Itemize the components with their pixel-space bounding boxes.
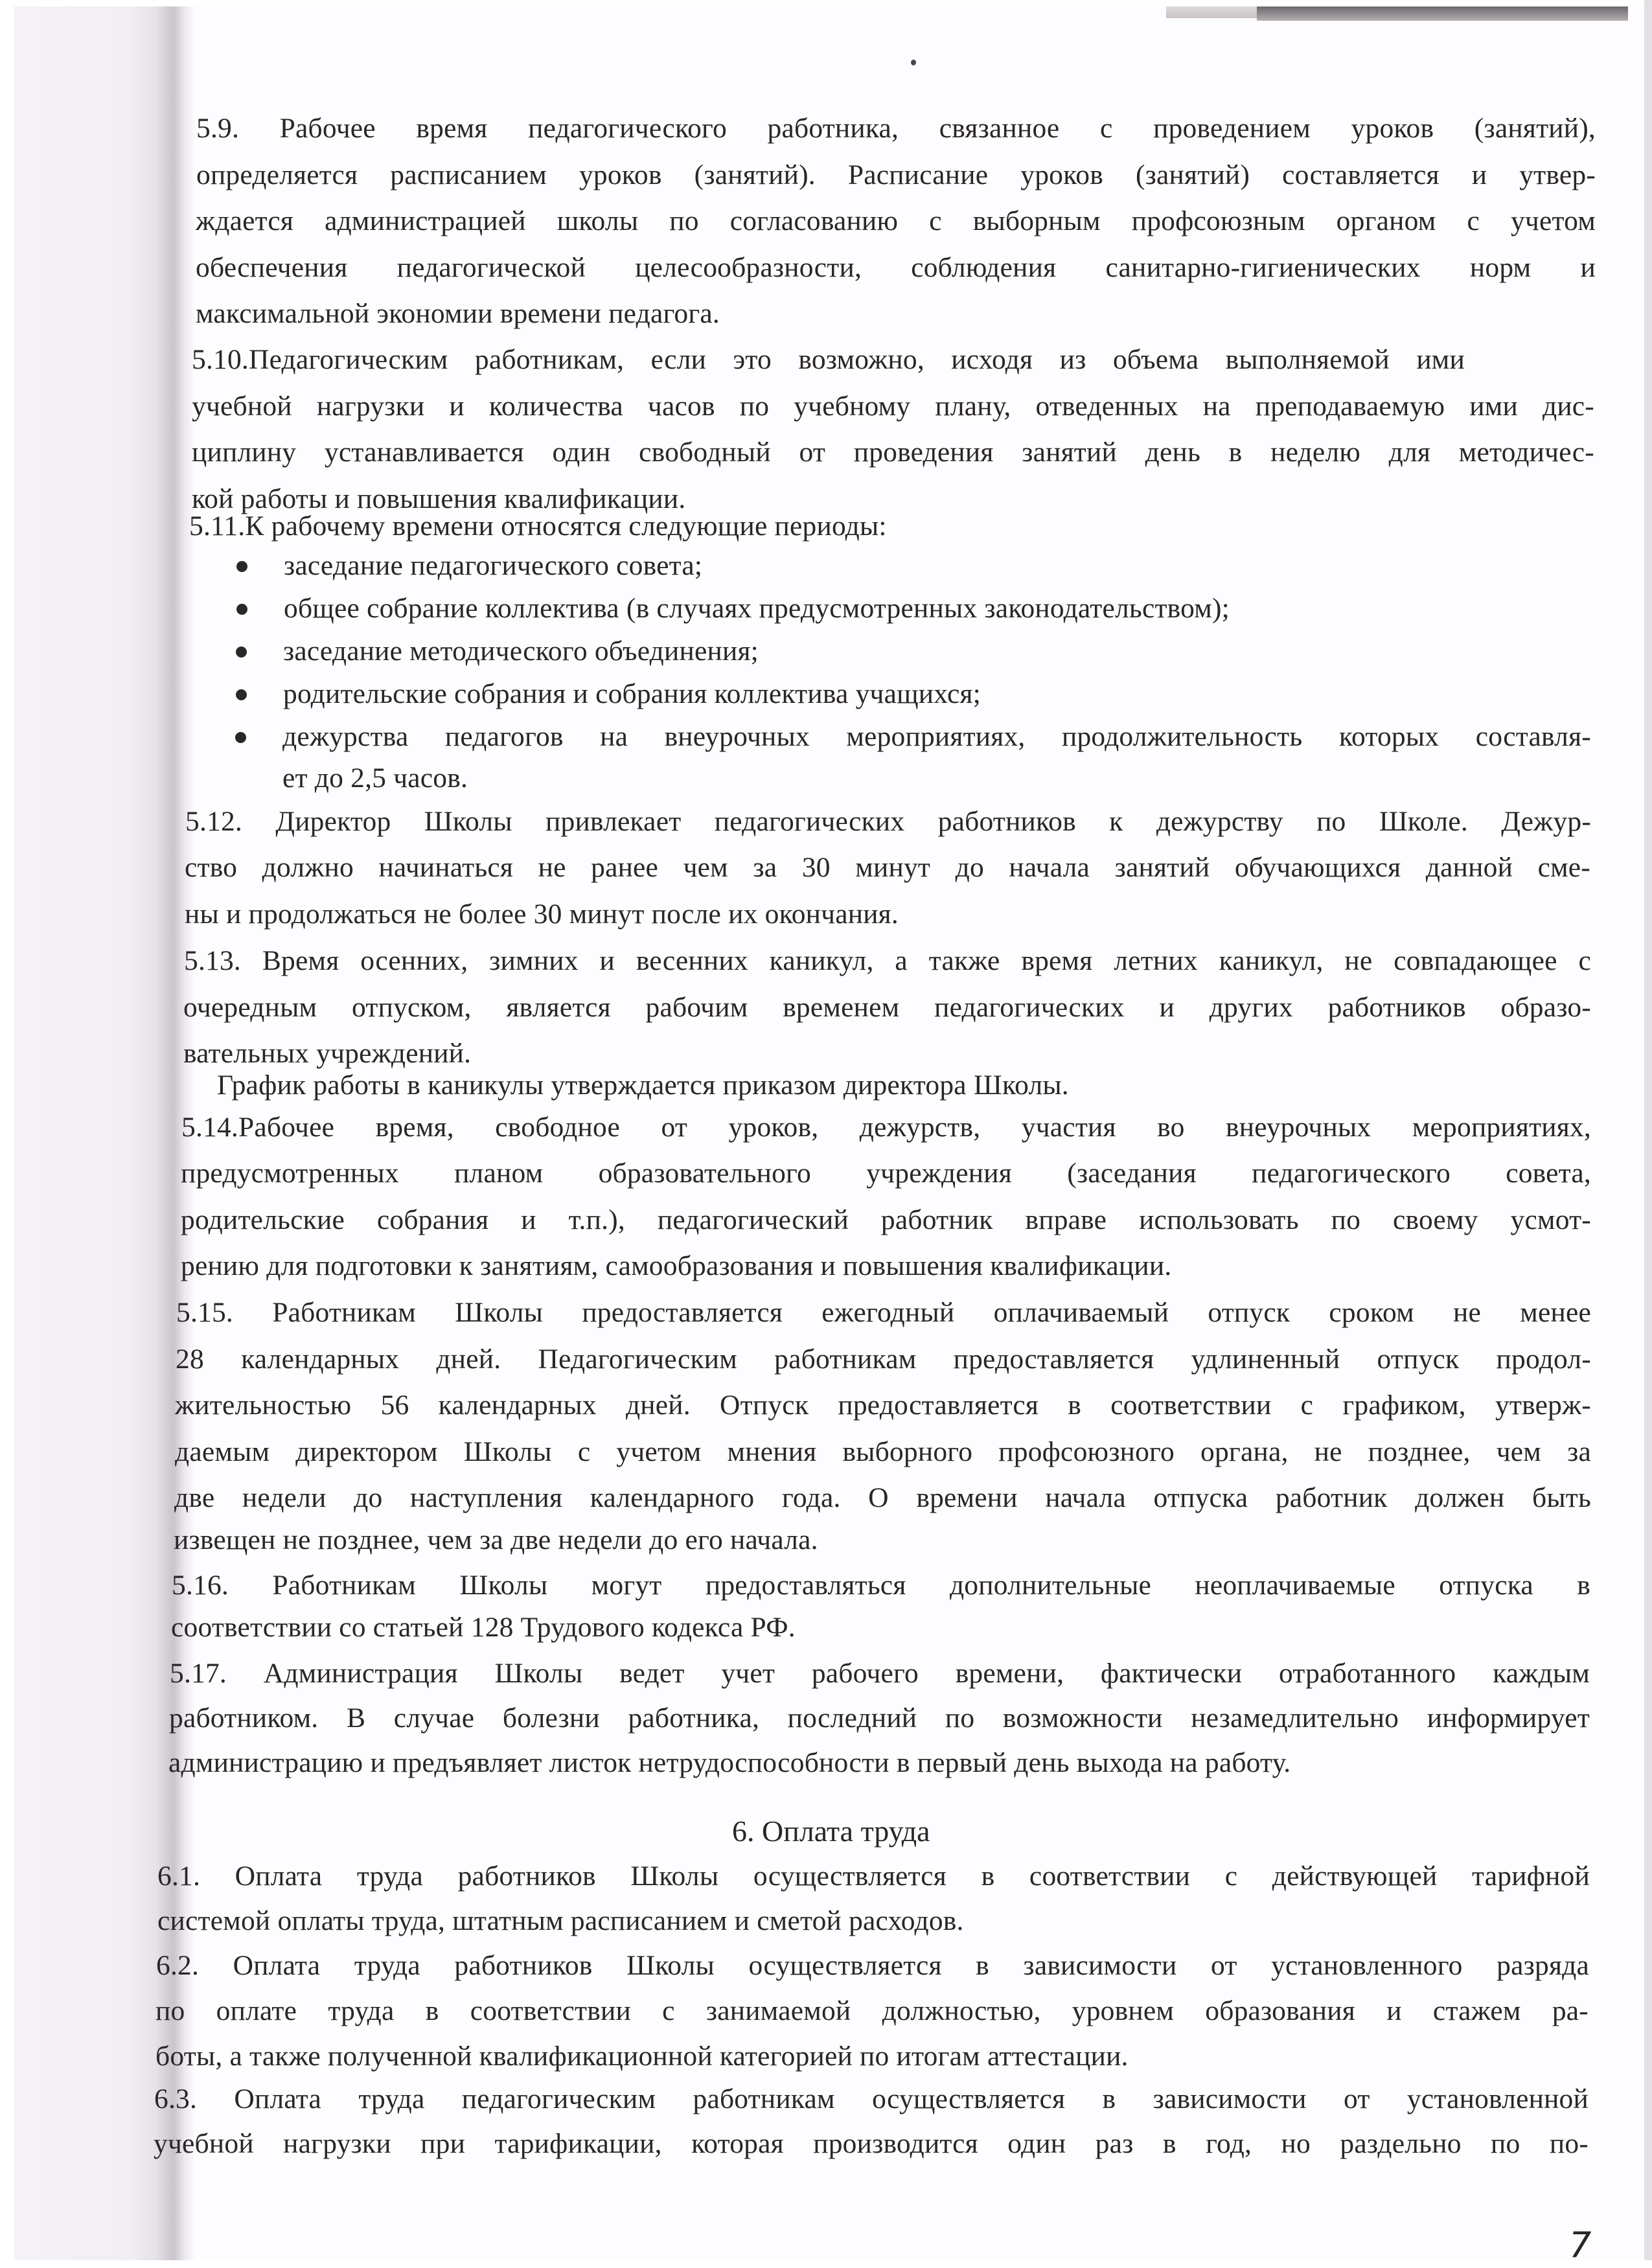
text-line: 6.3. Оплата труда педагогическим работникам осуществляется в зависимости от установленной — [154, 2083, 1589, 2114]
bullet-icon — [236, 647, 247, 658]
text-line: максимальной экономии времени педагога. — [196, 298, 720, 329]
text-line: родительские собрания и т.п.), педагогический работник вправе использовать по своему усмот- — [181, 1204, 1591, 1235]
text-line: определяется расписанием уроков (занятий). Расписание уроков (занятий) составляется и утвер- — [196, 159, 1596, 190]
page-number: 7 — [1569, 2225, 1592, 2265]
section-heading: 6. Оплата труда — [732, 1815, 930, 1848]
text-line: 5.10.Педагогическим работникам, если это возможно, исходя из объема выполняемой ими — [192, 344, 1465, 375]
text-line: 6.1. Оплата труда работников Школы осуществляется в соответствии с действующей тарифной — [157, 1861, 1590, 1892]
text-line: ны и продолжаться не более 30 минут после их окончания. — [185, 899, 899, 930]
list-item: дежурства педагогов на внеурочных мероприятиях, продолжительность которых составля- — [282, 721, 1591, 752]
list-item: заседание методического объединения; — [283, 636, 759, 667]
text-line: ство должно начинаться не ранее чем за 30 минут до начала занятий обучающихся данной сме- — [185, 852, 1590, 883]
text-line: 28 календарных дней. Педагогическим работникам предоставляется удлиненный отпуск продол- — [176, 1344, 1591, 1375]
bullet-icon — [236, 604, 247, 615]
bullet-icon — [235, 732, 246, 743]
text-line: соответствии со статьей 128 Трудового кодекса РФ. — [171, 1612, 796, 1643]
text-line: даемым директором Школы с учетом мнения выборного профсоюзного органа, не позднее, чем за — [175, 1436, 1591, 1467]
list-item: родительские собрания и собрания коллектива учащихся; — [283, 678, 981, 709]
text-line: администрацию и предъявляет листок нетрудоспособности в первый день выхода на работу. — [168, 1747, 1291, 1778]
speck-mark — [911, 60, 916, 65]
text-line: График работы в каникулы утверждается приказом директора Школы. — [217, 1070, 1069, 1101]
text-line: кой работы и повышения квалификации. — [192, 483, 686, 514]
bullet-icon — [236, 561, 247, 572]
text-line: 5.12. Директор Школы привлекает педагогических работников к дежурству по Школе. Дежур- — [185, 806, 1591, 837]
text-line: вательных учреждений. — [183, 1038, 472, 1069]
text-line: по оплате труда в соответствии с занимаемой должностью, уровнем образования и стажем ра- — [155, 1995, 1589, 2026]
text-line: жительностью 56 календарных дней. Отпуск предоставляется в соответствии с графиком, утверж- — [175, 1390, 1591, 1421]
list-item: заседание педагогического совета; — [284, 550, 703, 581]
text-line: очередным отпуском, является рабочим временем педагогических и других работников образо- — [183, 992, 1591, 1023]
text-line: 5.11.К рабочему времени относятся следующие периоды: — [189, 510, 887, 542]
text-line: 6.2. Оплата труда работников Школы осуществляется в зависимости от установленного разряда — [156, 1950, 1589, 1981]
text-line: предусмотренных планом образовательного учреждения (заседания педагогического совета, — [181, 1158, 1591, 1189]
text-line: учебной нагрузки при тарификации, которая производится один раз в год, но раздельно по по- — [154, 2128, 1589, 2159]
bullet-icon — [236, 689, 247, 700]
text-line: извещен не позднее, чем за две недели до его начала. — [174, 1524, 818, 1555]
text-line: две недели до наступления календарного года. О времени начала отпуска работник должен быть — [174, 1482, 1591, 1513]
text-line: 5.14.Рабочее время, свободное от уроков, дежурств, участия во внеурочных мероприятиях, — [181, 1112, 1591, 1143]
text-line: 5.15. Работникам Школы предоставляется ежегодный оплачиваемый отпуск сроком не менее — [176, 1297, 1591, 1328]
text-line: 5.9. Рабочее время педагогического работника, связанное с проведением уроков (занятий), — [196, 113, 1596, 144]
text-line: ждается администрацией школы по согласованию с выборным профсоюзным органом с учетом — [196, 205, 1596, 236]
text-line: 5.16. Работникам Школы могут предоставляться дополнительные неоплачиваемые отпуска в — [172, 1570, 1590, 1601]
text-line: 5.13. Время осенних, зимних и весенних каникул, а также время летних каникул, не совпадающее с — [184, 945, 1591, 976]
list-item-continued: ет до 2,5 часов. — [282, 762, 468, 794]
text-line: 5.17. Администрация Школы ведет учет рабочего времени, фактически отработанного каждым — [170, 1658, 1590, 1689]
list-item: общее собрание коллектива (в случаях предусмотренных законодательством); — [284, 593, 1230, 624]
text-line: рению для подготовки к занятиям, самообразования и повышения квалификации. — [181, 1250, 1172, 1281]
text-line: учебной нагрузки и количества часов по учебному плану, отведенных на преподаваемую ими дис- — [192, 391, 1594, 422]
text-line: боты, а также полученной квалификационной категорией по итогам аттестации. — [155, 2041, 1129, 2072]
text-line: системой оплаты труда, штатным расписанием и сметой расходов. — [157, 1905, 964, 1936]
text-line: циплину устанавливается один свободный от проведения занятий день в неделю для методичес- — [192, 437, 1594, 468]
text-line: работником. В случае болезни работника, последний по возможности незамедлительно информирует — [169, 1702, 1590, 1734]
text-line: обеспечения педагогической целесообразности, соблюдения санитарно-гигиенических норм и — [196, 252, 1596, 283]
